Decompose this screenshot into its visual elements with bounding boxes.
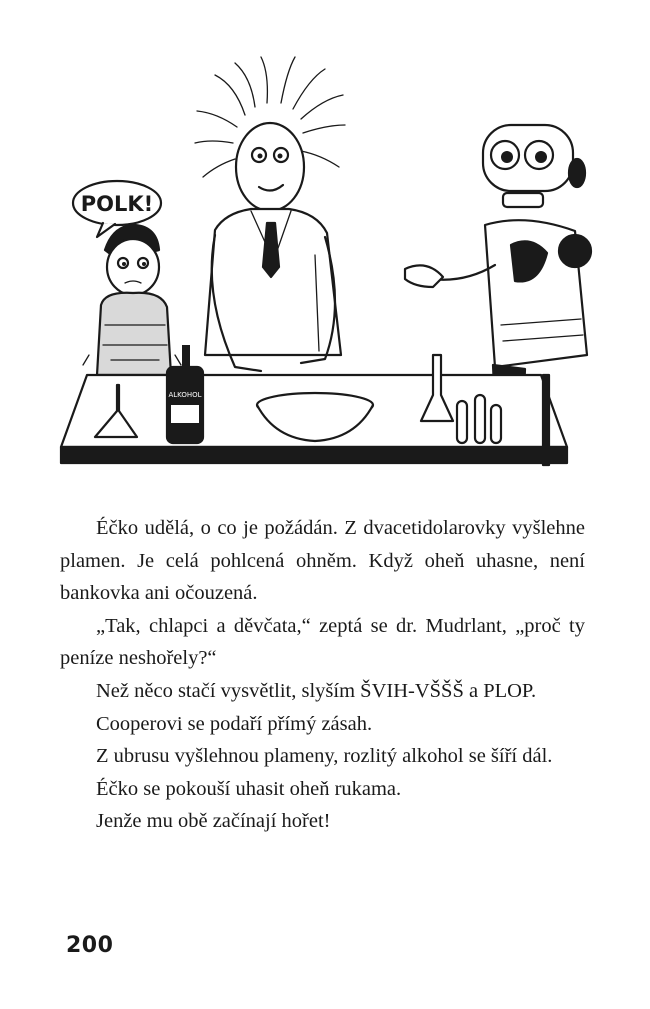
paragraph: Éčko se pokouší uhasit oheň rukama. <box>96 777 402 800</box>
paragraph: Jenže mu obě začínají hořet! <box>96 810 331 833</box>
paragraph: Éčko udělá, o co je požádán. Z dvacetidolarovky vyšlehne plamen. Je celá pohlcená ohněm. Když oheň uhasne, není bankovka ani očouzená. <box>60 517 585 605</box>
body-text <box>60 512 585 838</box>
paragraph: „Tak, chlapci a děvčata,“ zeptá se dr. Mudrlant, „proč ty peníze neshořely?“ <box>60 614 585 670</box>
illustration <box>55 55 595 475</box>
page-number: 200 <box>66 933 114 958</box>
paragraph: Než něco stačí vysvětlit, slyším ŠVIH-VŠŠŠ a PLOP. <box>96 679 537 702</box>
paragraph: Cooperovi se podaří přímý zásah. <box>96 712 373 735</box>
speech-bubble-text: POLK! <box>80 192 154 216</box>
alcohol-bottle <box>167 345 203 443</box>
boy-figure <box>83 225 181 375</box>
bottle-label: ALKOHOL <box>168 391 202 399</box>
paragraph: Z ubrusu vyšlehnou plameny, rozlitý alkohol se šíří dál. <box>96 745 553 768</box>
scientist-figure <box>195 57 345 371</box>
